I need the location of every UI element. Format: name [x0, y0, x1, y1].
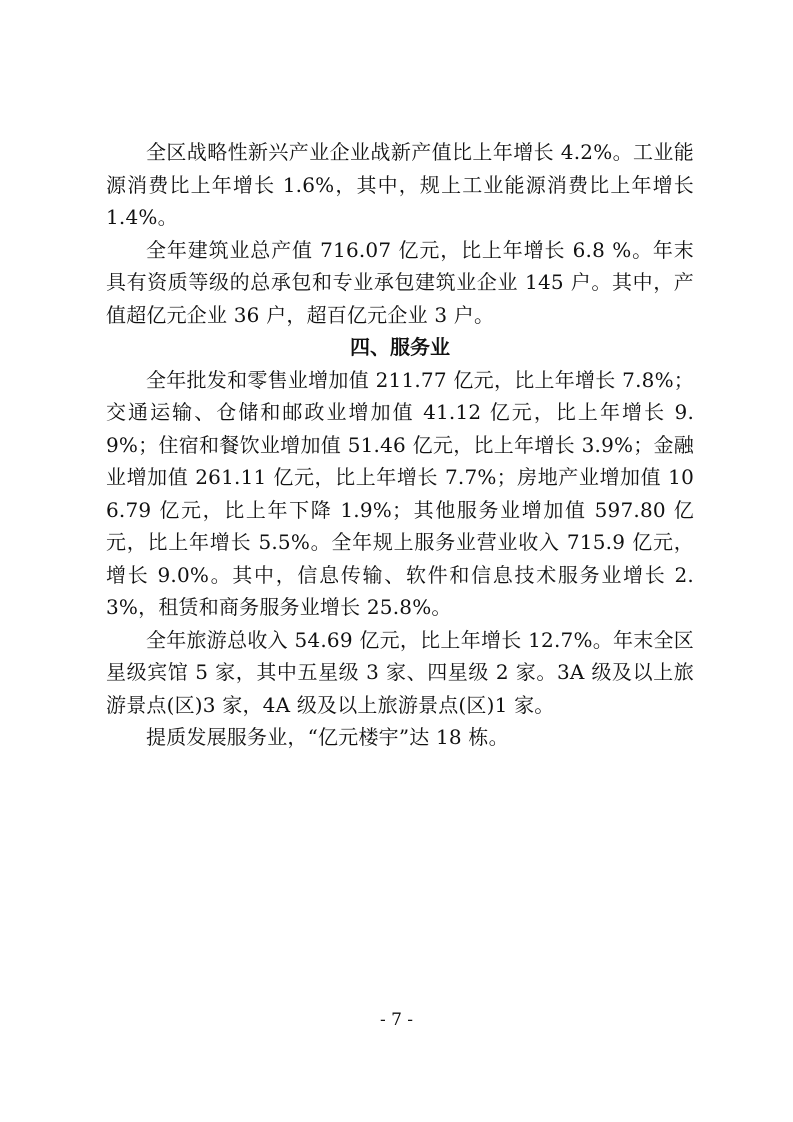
page-number: - 7 -: [379, 1010, 414, 1030]
paragraph-services-value-added: 全年批发和零售业增加值 211.77 亿元，比上年增长 7.8%；交通运输、仓储和邮政业增加值 41.12 亿元，比上年增长 9.9%；住宿和餐饮业增加值 51.46 亿元，比上年增长 3.9%；金融业增加值 261.11 亿元，比上年增长 7.7%；房地产业增加值 106.79 亿元，比上年下降 1.9%；其他服务业增加值 597.80 亿元，比上年增长 5.5%。全年规上服务业营业收入 715.9 亿元，增长 9.0%。其中，信息传输、软件和信息技术服务业增长 2.3%，租赁和商务服务业增长 25.8%。: [106, 367, 694, 619]
page-body: [106, 136, 694, 754]
section-heading-services: 四、服务业: [350, 335, 450, 359]
paragraph-office-buildings: 提质发展服务业，“亿元楼宇”达 18 栋。: [146, 725, 509, 749]
paragraph-construction: 全年建筑业总产值 716.07 亿元，比上年增长 6.8 %。年末具有资质等级的总承包和专业承包建筑业企业 145 户。其中，产值超亿元企业 36 户，超百亿元企业 3 户。: [106, 237, 694, 327]
paragraph-emerging-industries: 全区战略性新兴产业企业战新产值比上年增长 4.2%。工业能源消费比上年增长 1.6%，其中，规上工业能源消费比上年增长 1.4%。: [106, 140, 694, 229]
paragraph-tourism: 全年旅游总收入 54.69 亿元，比上年增长 12.7%。年末全区星级宾馆 5 家，其中五星级 3 家、四星级 2 家。3A 级及以上旅游景点(区)3 家，4A 级及以上旅游景点(区)1 家。: [106, 627, 694, 717]
